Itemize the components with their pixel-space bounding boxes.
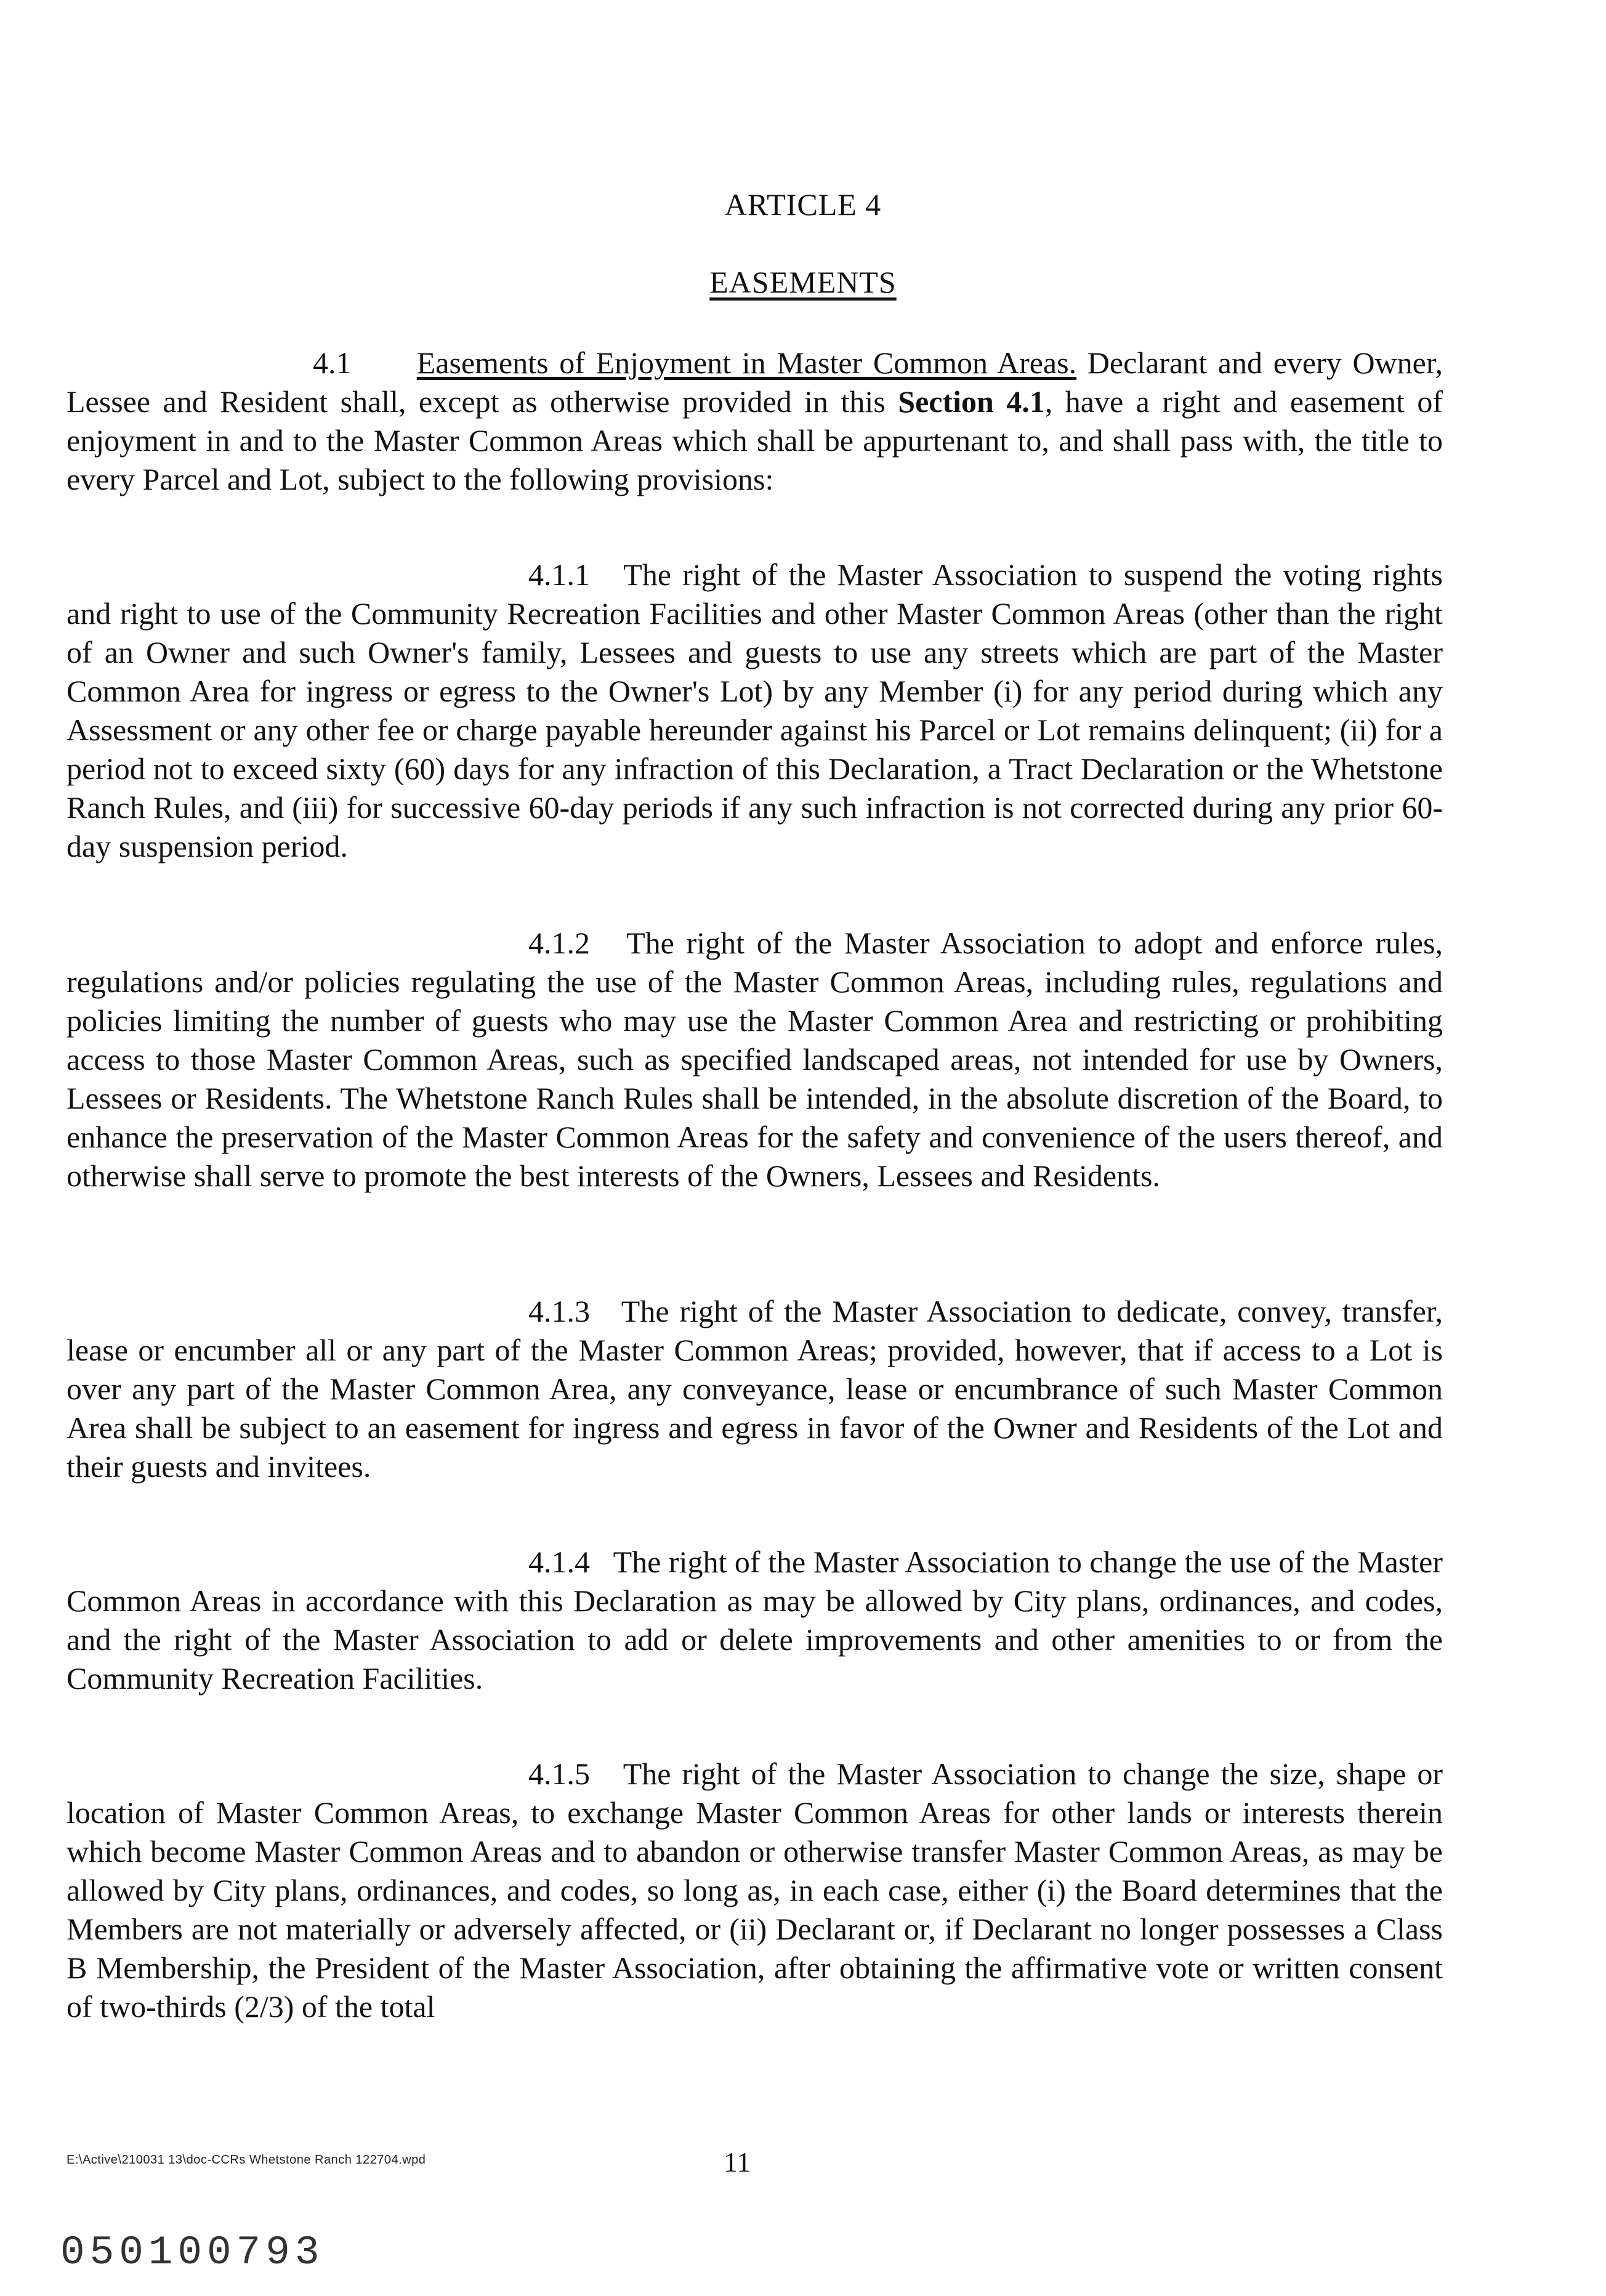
section-4-1-5 <box>67 1755 1443 2026</box>
section-number: 4.1.3 <box>528 1294 590 1328</box>
page-number: 11 <box>724 2146 751 2178</box>
document-number: 050100793 <box>60 2229 325 2276</box>
section-text: The right of the Master Association to suspend the voting rights and right to use of the Community Recreation Facilities and other Master Common Areas (other than the right of an Owner and such Owner's family, Lessees and guests to use any streets which are part of the Master Common Area for ingress or egress to the Owner's Lot) by any Member (i) for any period during which any Assessment or any other fee or charge payable hereunder against his Parcel or Lot remains delinquent; (ii) for a period not to exceed sixty (60) days for any infraction of this Declaration, a Tract Declaration or the Whetstone Ranch Rules, and (iii) for successive 60-day periods if any such infraction is not corrected during any prior 60-day suspension period. <box>67 557 1443 863</box>
section-number: 4.1.4 <box>528 1545 590 1579</box>
section-text: The right of the Master Association to change the size, shape or location of Master Common Areas, to exchange Master Common Areas for other lands or interests therein which become Master Common Areas and to abandon or otherwise transfer Master Common Areas, as may be allowed by City plans, ordinances, and codes, so long as, in each case, either (i) the Board determines that the Members are not materially or adversely affected, or (ii) Declarant or, if Declarant no longer possesses a Class B Membership, the President of the Master Association, after obtaining the affirmative vote or written consent of two-thirds (2/3) of the total <box>67 1756 1443 2024</box>
section-reference: Section 4.1 <box>898 384 1045 419</box>
section-text: , have a right and easement of enjoyment in and to the Master Common Areas which shall be appurtenant to, and shall pass with, the title to every Parcel and Lot, subject to the following provisions: <box>67 384 1443 496</box>
section-text: The right of the Master Association to change the use of the Master Common Areas in accordance with this Declaration as may be allowed by City plans, ordinances, and codes, and the right of the Master Association to add or delete improvements and other amenities to or from the Community Recreation Facilities. <box>67 1545 1443 1696</box>
footer-file-path: E:\Active\210031 13\doc-CCRs Whetstone Ranch 122704.wpd <box>67 2153 426 2167</box>
section-heading: Easements of Enjoyment in Master Common Areas. <box>416 346 1077 380</box>
section-number: 4.1.5 <box>528 1756 590 1791</box>
article-title: ARTICLE 4 <box>724 187 882 222</box>
section-number: 4.1.2 <box>528 926 590 960</box>
article-subtitle: EASEMENTS <box>709 265 897 299</box>
section-text: Declarant and every Owner, Lessee and Resident shall, except as otherwise provided in this <box>67 346 1443 419</box>
section-4-1-4 <box>67 1543 1443 1698</box>
section-4-1-1 <box>67 556 1443 866</box>
section-text: The right of the Master Association to adopt and enforce rules, regulations and/or policies regulating the use of the Master Common Areas, including rules, regulations and policies limiting the number of guests who may use the Master Common Area and restricting or prohibiting access to those Master Common Areas, such as specified landscaped areas, not intended for use by Owners, Lessees or Residents. The Whetstone Ranch Rules shall be intended, in the absolute discretion of the Board, to enhance the preservation of the Master Common Areas for the safety and convenience of the users thereof, and otherwise shall serve to promote the best interests of the Owners, Lessees and Residents. <box>67 926 1443 1193</box>
section-number: 4.1 <box>313 346 352 380</box>
section-4-1 <box>67 344 1443 499</box>
section-4-1-3 <box>67 1292 1443 1486</box>
section-4-1-2 <box>67 924 1443 1195</box>
section-text: The right of the Master Association to dedicate, convey, transfer, lease or encumber all or any part of the Master Common Areas; provided, however, that if access to a Lot is over any part of the Master Common Area, any conveyance, lease or encumbrance of such Master Common Area shall be subject to an easement for ingress and egress in favor of the Owner and Residents of the Lot and their guests and invitees. <box>67 1294 1443 1484</box>
section-number: 4.1.1 <box>528 557 590 592</box>
